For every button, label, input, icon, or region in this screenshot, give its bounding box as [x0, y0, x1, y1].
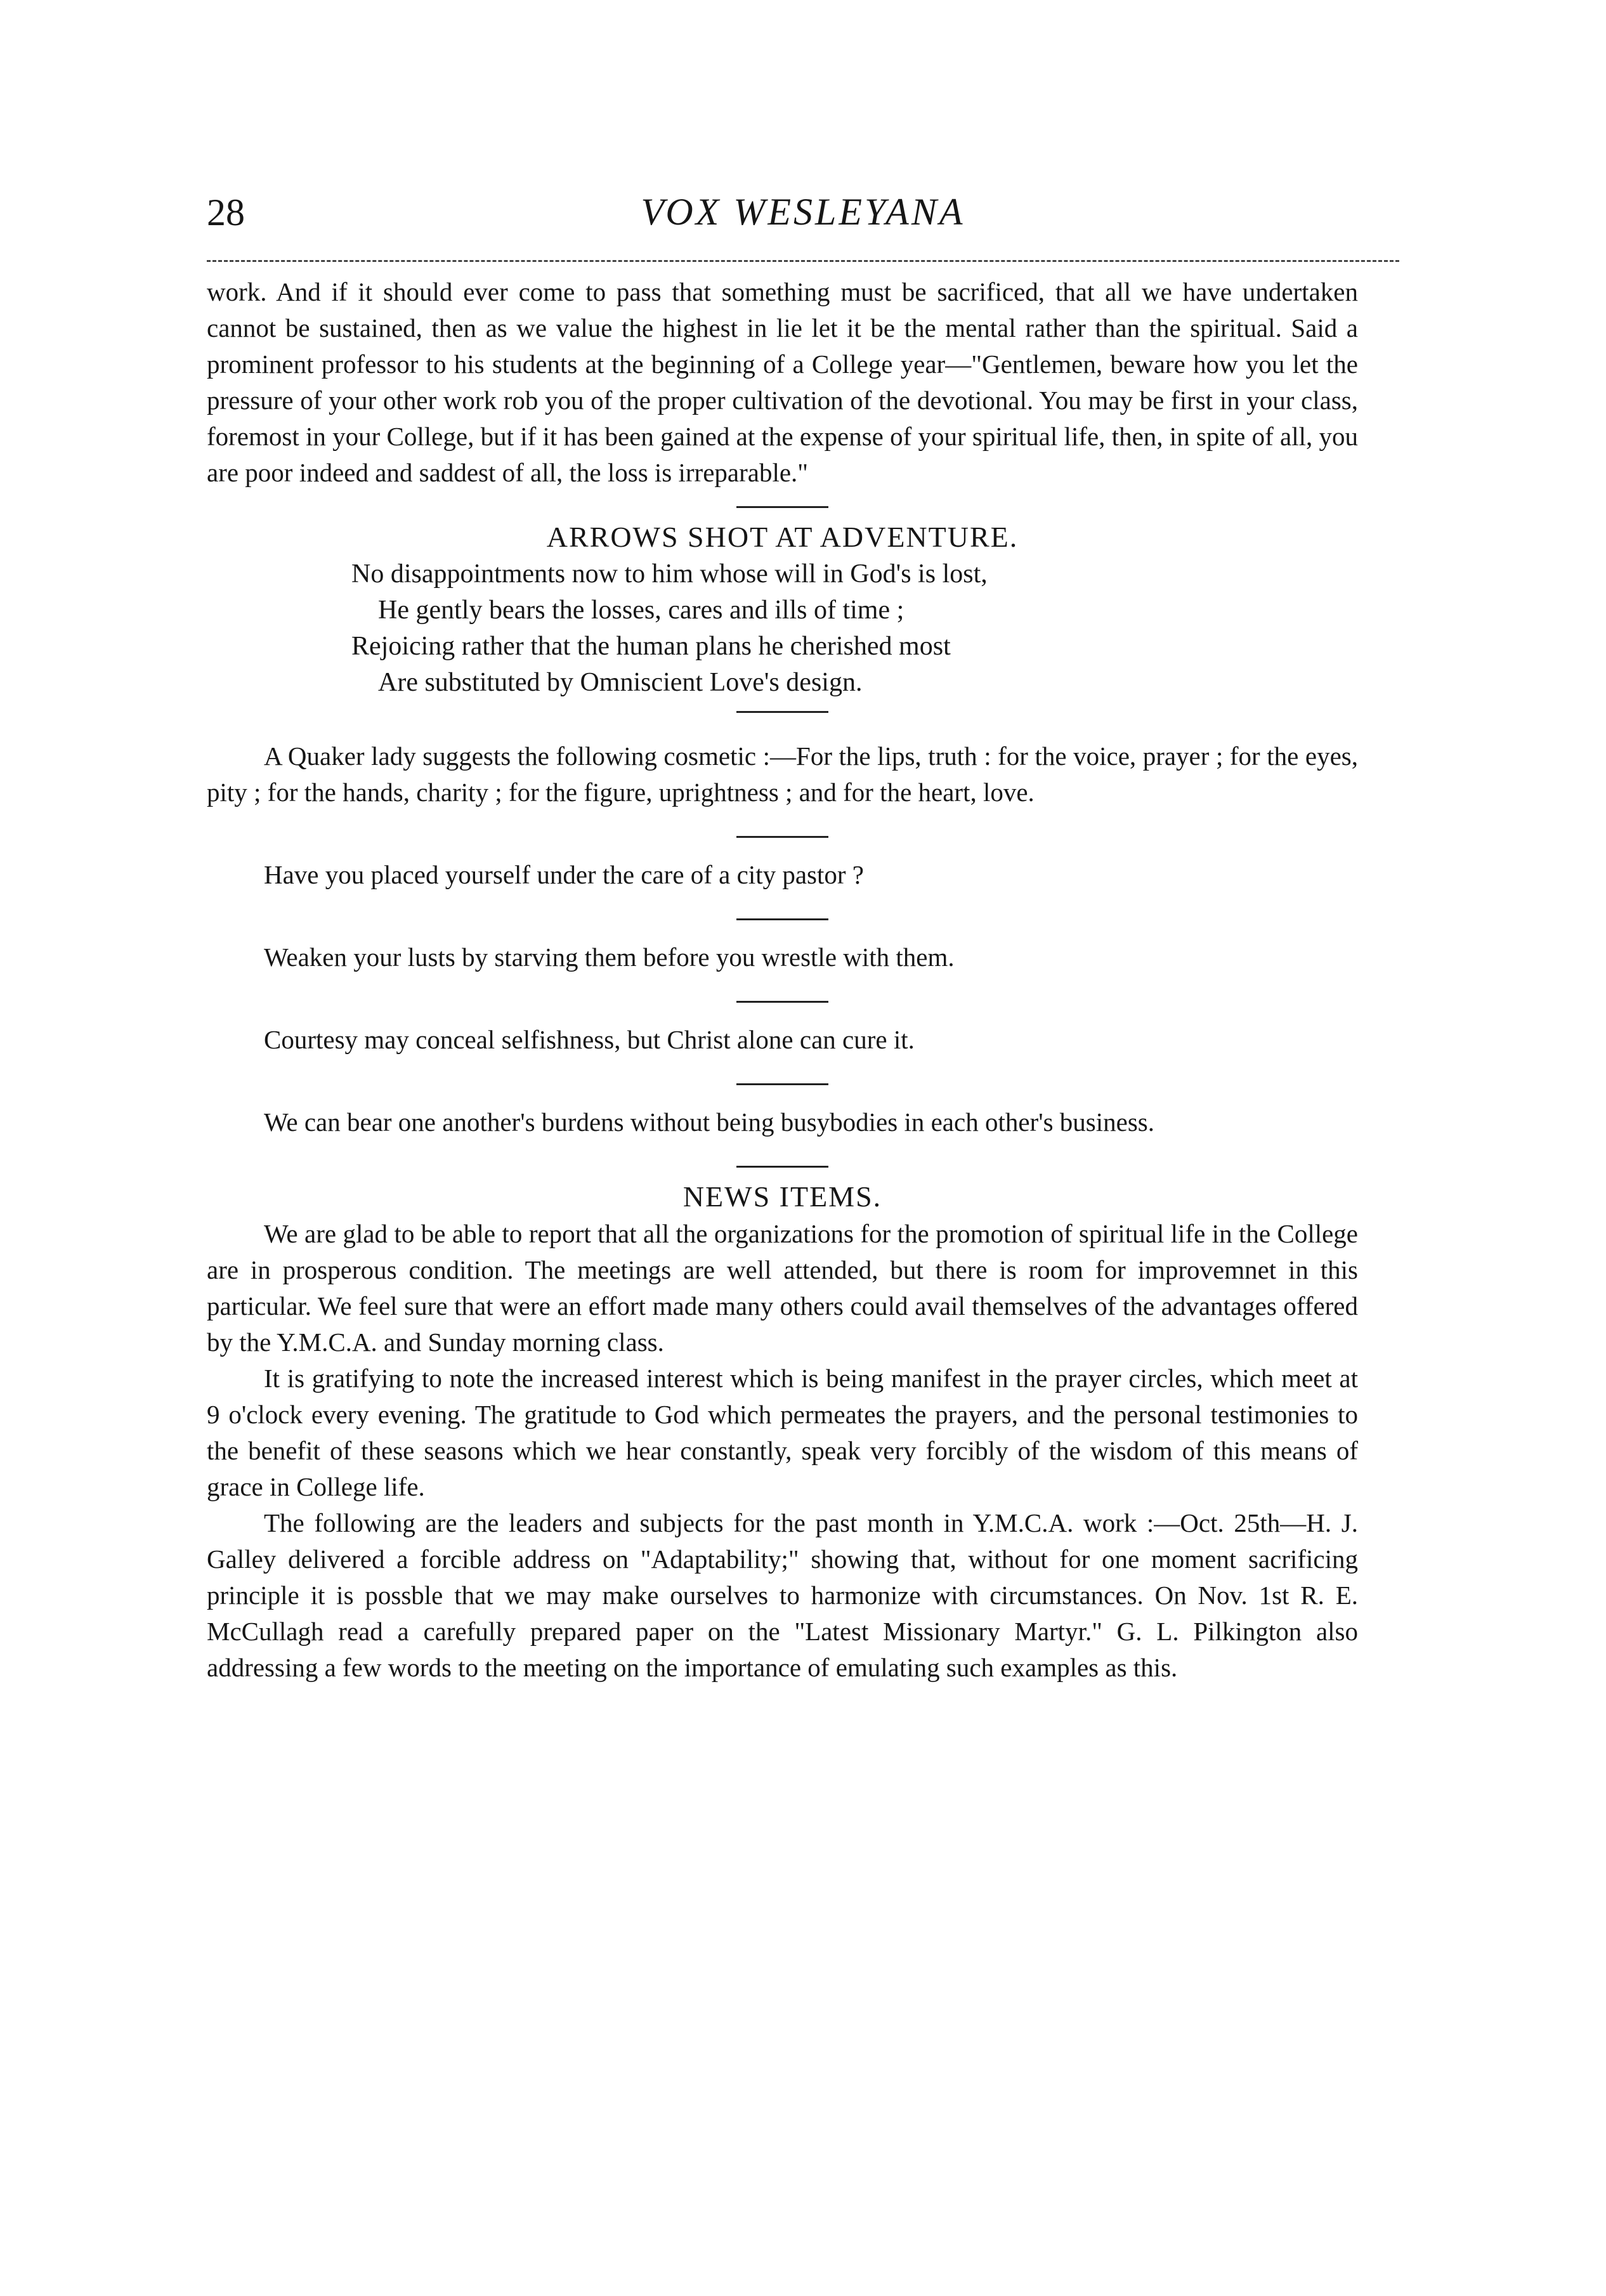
news-paragraph: We are glad to be able to report that all the organizations for the promotion of spiritual life in the College are in prosperous condition. The meetings are well attended, but there is room for improvemnet in this particular. We feel sure that were an effort made many others could avail themselves of the advantages offered by the Y.M.C.A. and Sunday morning class. — [207, 1219, 1358, 1357]
poem-line: He gently bears the losses, cares and ills of time ; — [378, 596, 904, 625]
arrows-heading: ARROWS SHOT AT ADVENTURE. — [546, 521, 1019, 553]
section-divider — [736, 1083, 828, 1085]
page-number: 28 — [207, 192, 245, 233]
section-divider — [736, 1166, 828, 1168]
news-paragraph: It is gratifying to note the increased interest which is being manifest in the prayer circles, which meet at 9 o'clock every evening. The gratitude to God which permeates the prayers, and the personal testimonies to the benefit of these seasons which we hear constantly, speak very forcibly of the wisdom of this means of grace in College life. — [207, 1364, 1358, 1501]
section-divider — [736, 711, 828, 713]
section-divider — [736, 1001, 828, 1003]
section-divider — [736, 506, 828, 508]
poem-line: Are substituted by Omniscient Love's design. — [378, 668, 863, 697]
poem-line: Rejoicing rather that the human plans he cherished most — [351, 632, 951, 661]
poem-line: No disappointments now to him whose will in God's is lost, — [351, 559, 988, 589]
saying-paragraph: We can bear one another's burdens without being busybodies in each other's business. — [264, 1107, 1154, 1137]
saying-paragraph: Have you placed yourself under the care of a city pastor ? — [264, 860, 865, 889]
section-divider — [736, 918, 828, 920]
article-body — [207, 274, 1358, 1686]
news-heading: NEWS ITEMS. — [682, 1180, 882, 1213]
saying-paragraph: A Quaker lady suggests the following cosmetic :—For the lips, truth : for the voice, prayer ; for the eyes, pity ; for the hands, charity ; for the figure, uprightness ; and for the heart, love. — [207, 741, 1358, 807]
saying-paragraph: Weaken your lusts by starving them before you wrestle with them. — [264, 943, 955, 972]
section-divider — [736, 836, 828, 838]
opening-paragraph: work. And if it should ever come to pass that something must be sacrificed, that all we have undertaken cannot be sustained, then as we value the highest in lie let it be the mental rather than the spiritual. Said a prominent professor to his students at the beginning of a College year—"Gentlemen, beware how you let the pressure of your other work rob you of the proper cultivation of the devotional. You may be first in your class, foremost in your College, but if it has been gained at the expense of your spiritual life, then, in spite of all, you are poor indeed and saddest of all, the loss is irreparable." — [207, 277, 1358, 487]
news-paragraph: The following are the leaders and subjects for the past month in Y.M.C.A. work :—Oct. 25th—H. J. Galley delivered a forcible address on "Adaptability;" showing that, without for one moment sacrificing principle it is possble that we may make ourselves to harmonize with circumstances. On Nov. 1st R. E. McCullagh read a carefully prepared paper on the "Latest Missionary Martyr." G. L. Pilkington also addressing a few words to the meeting on the importance of emulating such examples as this. — [207, 1508, 1358, 1682]
saying-paragraph: Courtesy may conceal selfishness, but Christ alone can cure it. — [264, 1025, 915, 1054]
poem — [351, 556, 1358, 701]
header-rule — [207, 260, 1399, 262]
running-title: VOX WESLEYANA — [641, 191, 965, 233]
